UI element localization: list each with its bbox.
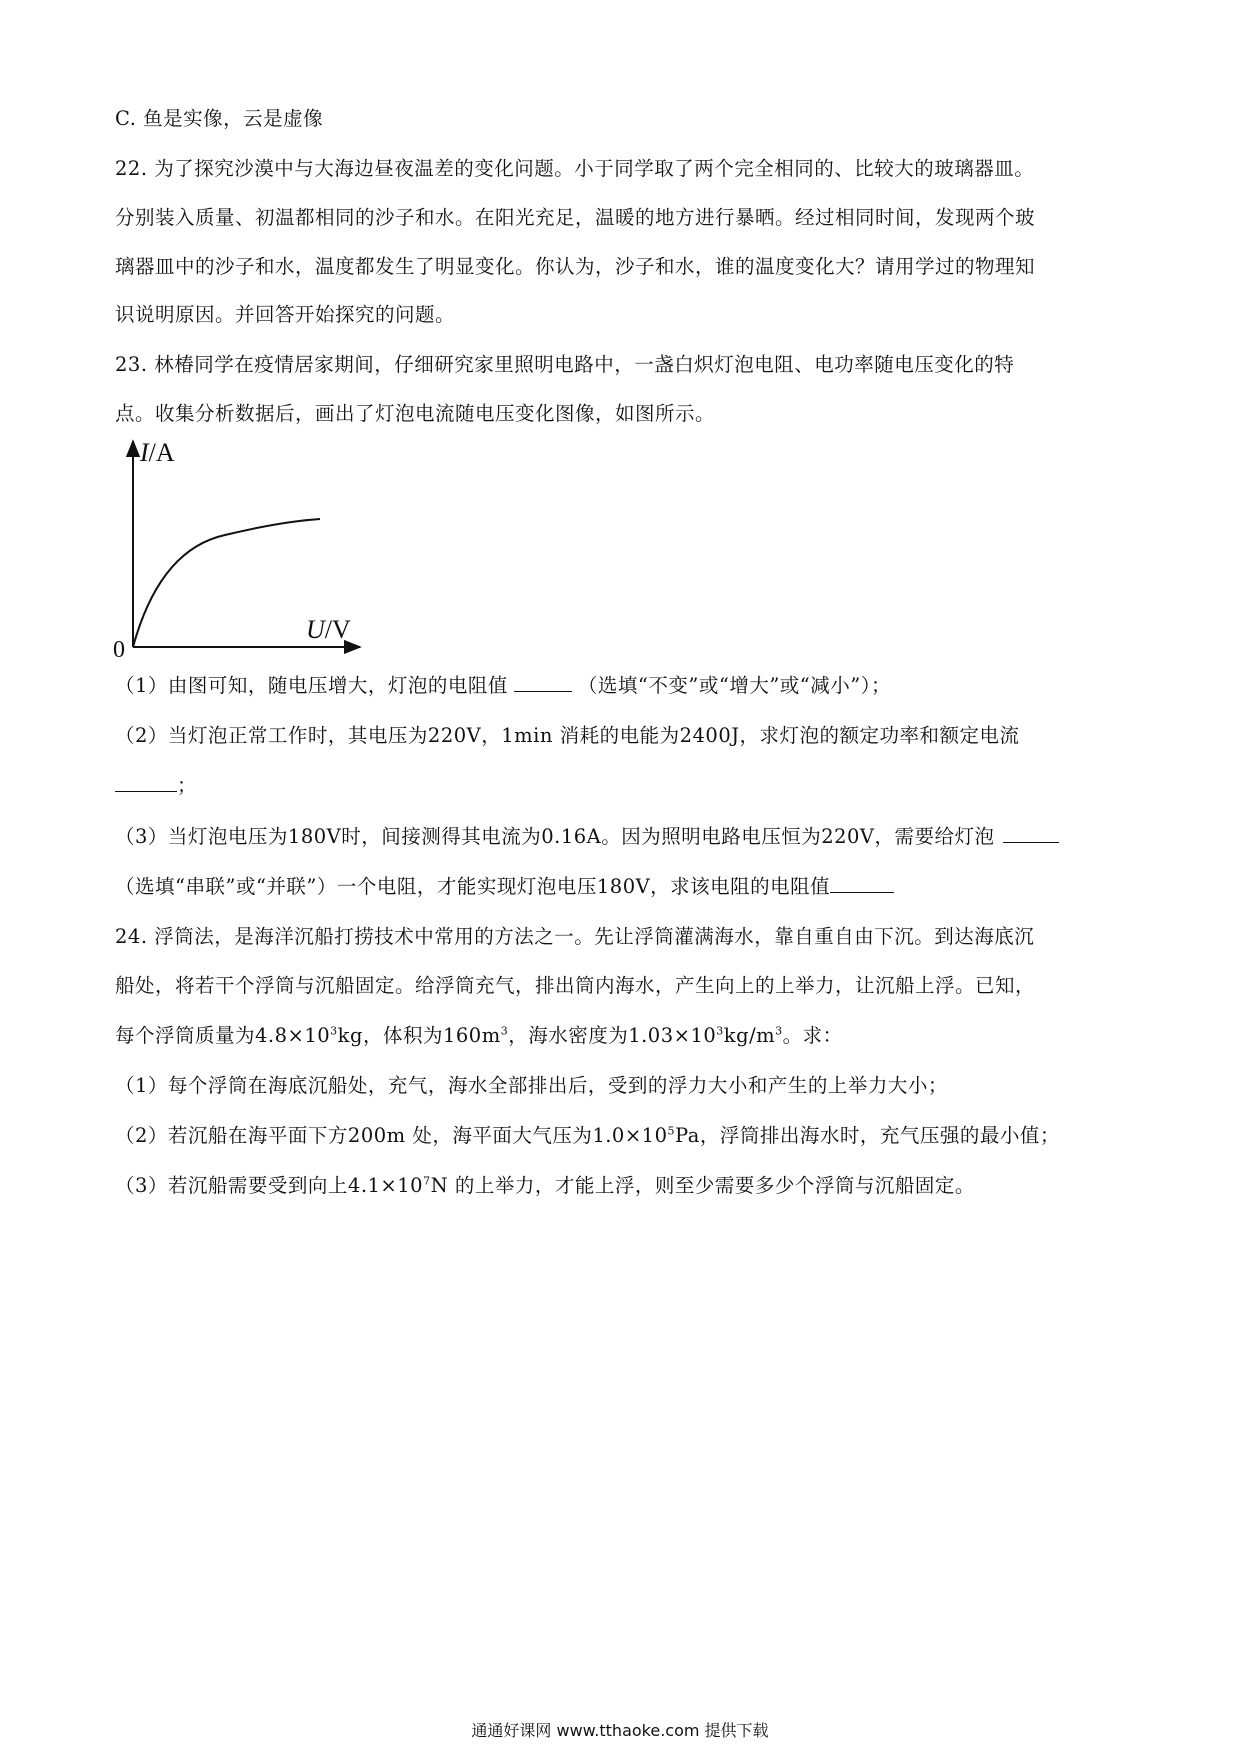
- part-3-text-a: （3）当灯泡电压为180V时，间接测得其电流为0.16A。因为照明电路电压恒为220V，需要给灯泡: [115, 825, 995, 848]
- question-22-line-4: 识说明原因。并回答开始探究的问题。: [115, 303, 456, 326]
- q24-part-3-text-b: N 的上举力，才能上浮，则至少需要多少个浮筒与沉船固定。: [430, 1174, 975, 1197]
- y-axis-label: I/A: [140, 438, 175, 467]
- question-22-line-3: 璃器皿中的沙子和水，温度都发生了明显变化。你认为，沙子和水，谁的温度变化大？请用学过的物理知: [115, 255, 1036, 278]
- q24-exp-mass: 3: [330, 1024, 338, 1038]
- q24-exp-volume: 3: [500, 1024, 509, 1038]
- part-1-text-b: （选填“不变”或“增大”或“减小”）；: [577, 674, 891, 697]
- q24-text-volume: kg，体积为160m: [337, 1024, 501, 1047]
- q24-part-2-text-a: （2）若沉船在海平面下方200m 处，海平面大气压为1.0×10: [115, 1124, 668, 1147]
- question-24-line-1: 24. 浮筒法，是海洋沉船打捞技术中常用的方法之一。先让浮筒灌满海水，靠自重自由下沉。到达海底沉: [115, 925, 1035, 948]
- q24-exp-density-unit: 3: [775, 1024, 783, 1038]
- q24-part-3-text-a: （3）若沉船需要受到向上4.1×10: [115, 1174, 424, 1197]
- question-22-line-1: 22. 为了探究沙漠中与大海边昼夜温差的变化问题。小于同学取了两个完全相同的、比较大的玻璃器皿。: [115, 157, 1035, 180]
- part-3-text-b: （选填“串联”或“并联”）一个电阻，才能实现灯泡电压180V，求该电阻的电阻值: [115, 875, 831, 898]
- q24-text-ask: 。求：: [782, 1024, 843, 1047]
- q24-part-2-text-b: Pa，浮筒排出海水时，充气压强的最小值；: [674, 1124, 1060, 1147]
- answer-blank-2: [115, 771, 177, 792]
- part-1-text-a: （1）由图可知，随电压增大，灯泡的电阻值: [115, 674, 508, 697]
- q24-exp-density: 3: [716, 1024, 724, 1038]
- question-23-line-2: 点。收集分析数据后，画出了灯泡电流随电压变化图像，如图所示。: [115, 402, 716, 425]
- question-24-line-2: 船处，将若干个浮筒与沉船固定。给浮筒充气，排出筒内海水，产生向上的上举力，让沉船上浮。已知，: [115, 974, 1036, 997]
- question-24-line-3: [115, 1021, 843, 1051]
- question-23-part-2: （2）当灯泡正常工作时，其电压为220V，1min 消耗的电能为2400J，求灯泡的额定功率和额定电流: [115, 724, 1020, 747]
- question-23-part-3-line-2: [115, 872, 894, 902]
- question-24-part-1: （1）每个浮筒在海底沉船处，充气，海水全部排出后，受到的浮力大小和产生的上举力大小；: [115, 1074, 948, 1097]
- question-23-part-2-answer: [115, 771, 197, 801]
- q24-part-3-exp: 7: [423, 1174, 431, 1188]
- i-u-curve: [133, 519, 320, 647]
- current-voltage-graph: [110, 435, 390, 670]
- question-24-part-3: [115, 1171, 975, 1201]
- question-24-part-2: [115, 1121, 1060, 1151]
- q24-text-mass: 每个浮筒质量为4.8×10: [115, 1024, 331, 1047]
- option-c-text: C. 鱼是实像，云是虚像: [115, 107, 324, 130]
- question-22-line-2: 分别装入质量、初温都相同的沙子和水。在阳光充足，温暖的地方进行暴晒。经过相同时间，发现两个玻: [115, 206, 1036, 229]
- origin-label: 0: [113, 637, 125, 663]
- part-2-semicolon: ；: [177, 774, 198, 797]
- answer-blank-1: [514, 671, 572, 692]
- answer-blank-3: [1003, 822, 1059, 843]
- question-23-line-1: 23. 林椿同学在疫情居家期间，仔细研究家里照明电路中，一盏白炽灯泡电阻、电功率随电压变化的特: [115, 353, 1015, 376]
- question-23-part-1: [115, 671, 891, 701]
- question-23-part-3-line-1: [115, 822, 1059, 852]
- x-axis-label: U/V: [306, 615, 351, 644]
- answer-blank-4: [830, 872, 894, 893]
- q24-text-density-unit: kg/m: [723, 1024, 776, 1047]
- q24-part-2-exp: 5: [667, 1124, 675, 1138]
- footer-source: 通通好课网 www.tthaoke.com 提供下载: [471, 1721, 769, 1740]
- q24-text-density: ，海水密度为1.03×10: [508, 1024, 717, 1047]
